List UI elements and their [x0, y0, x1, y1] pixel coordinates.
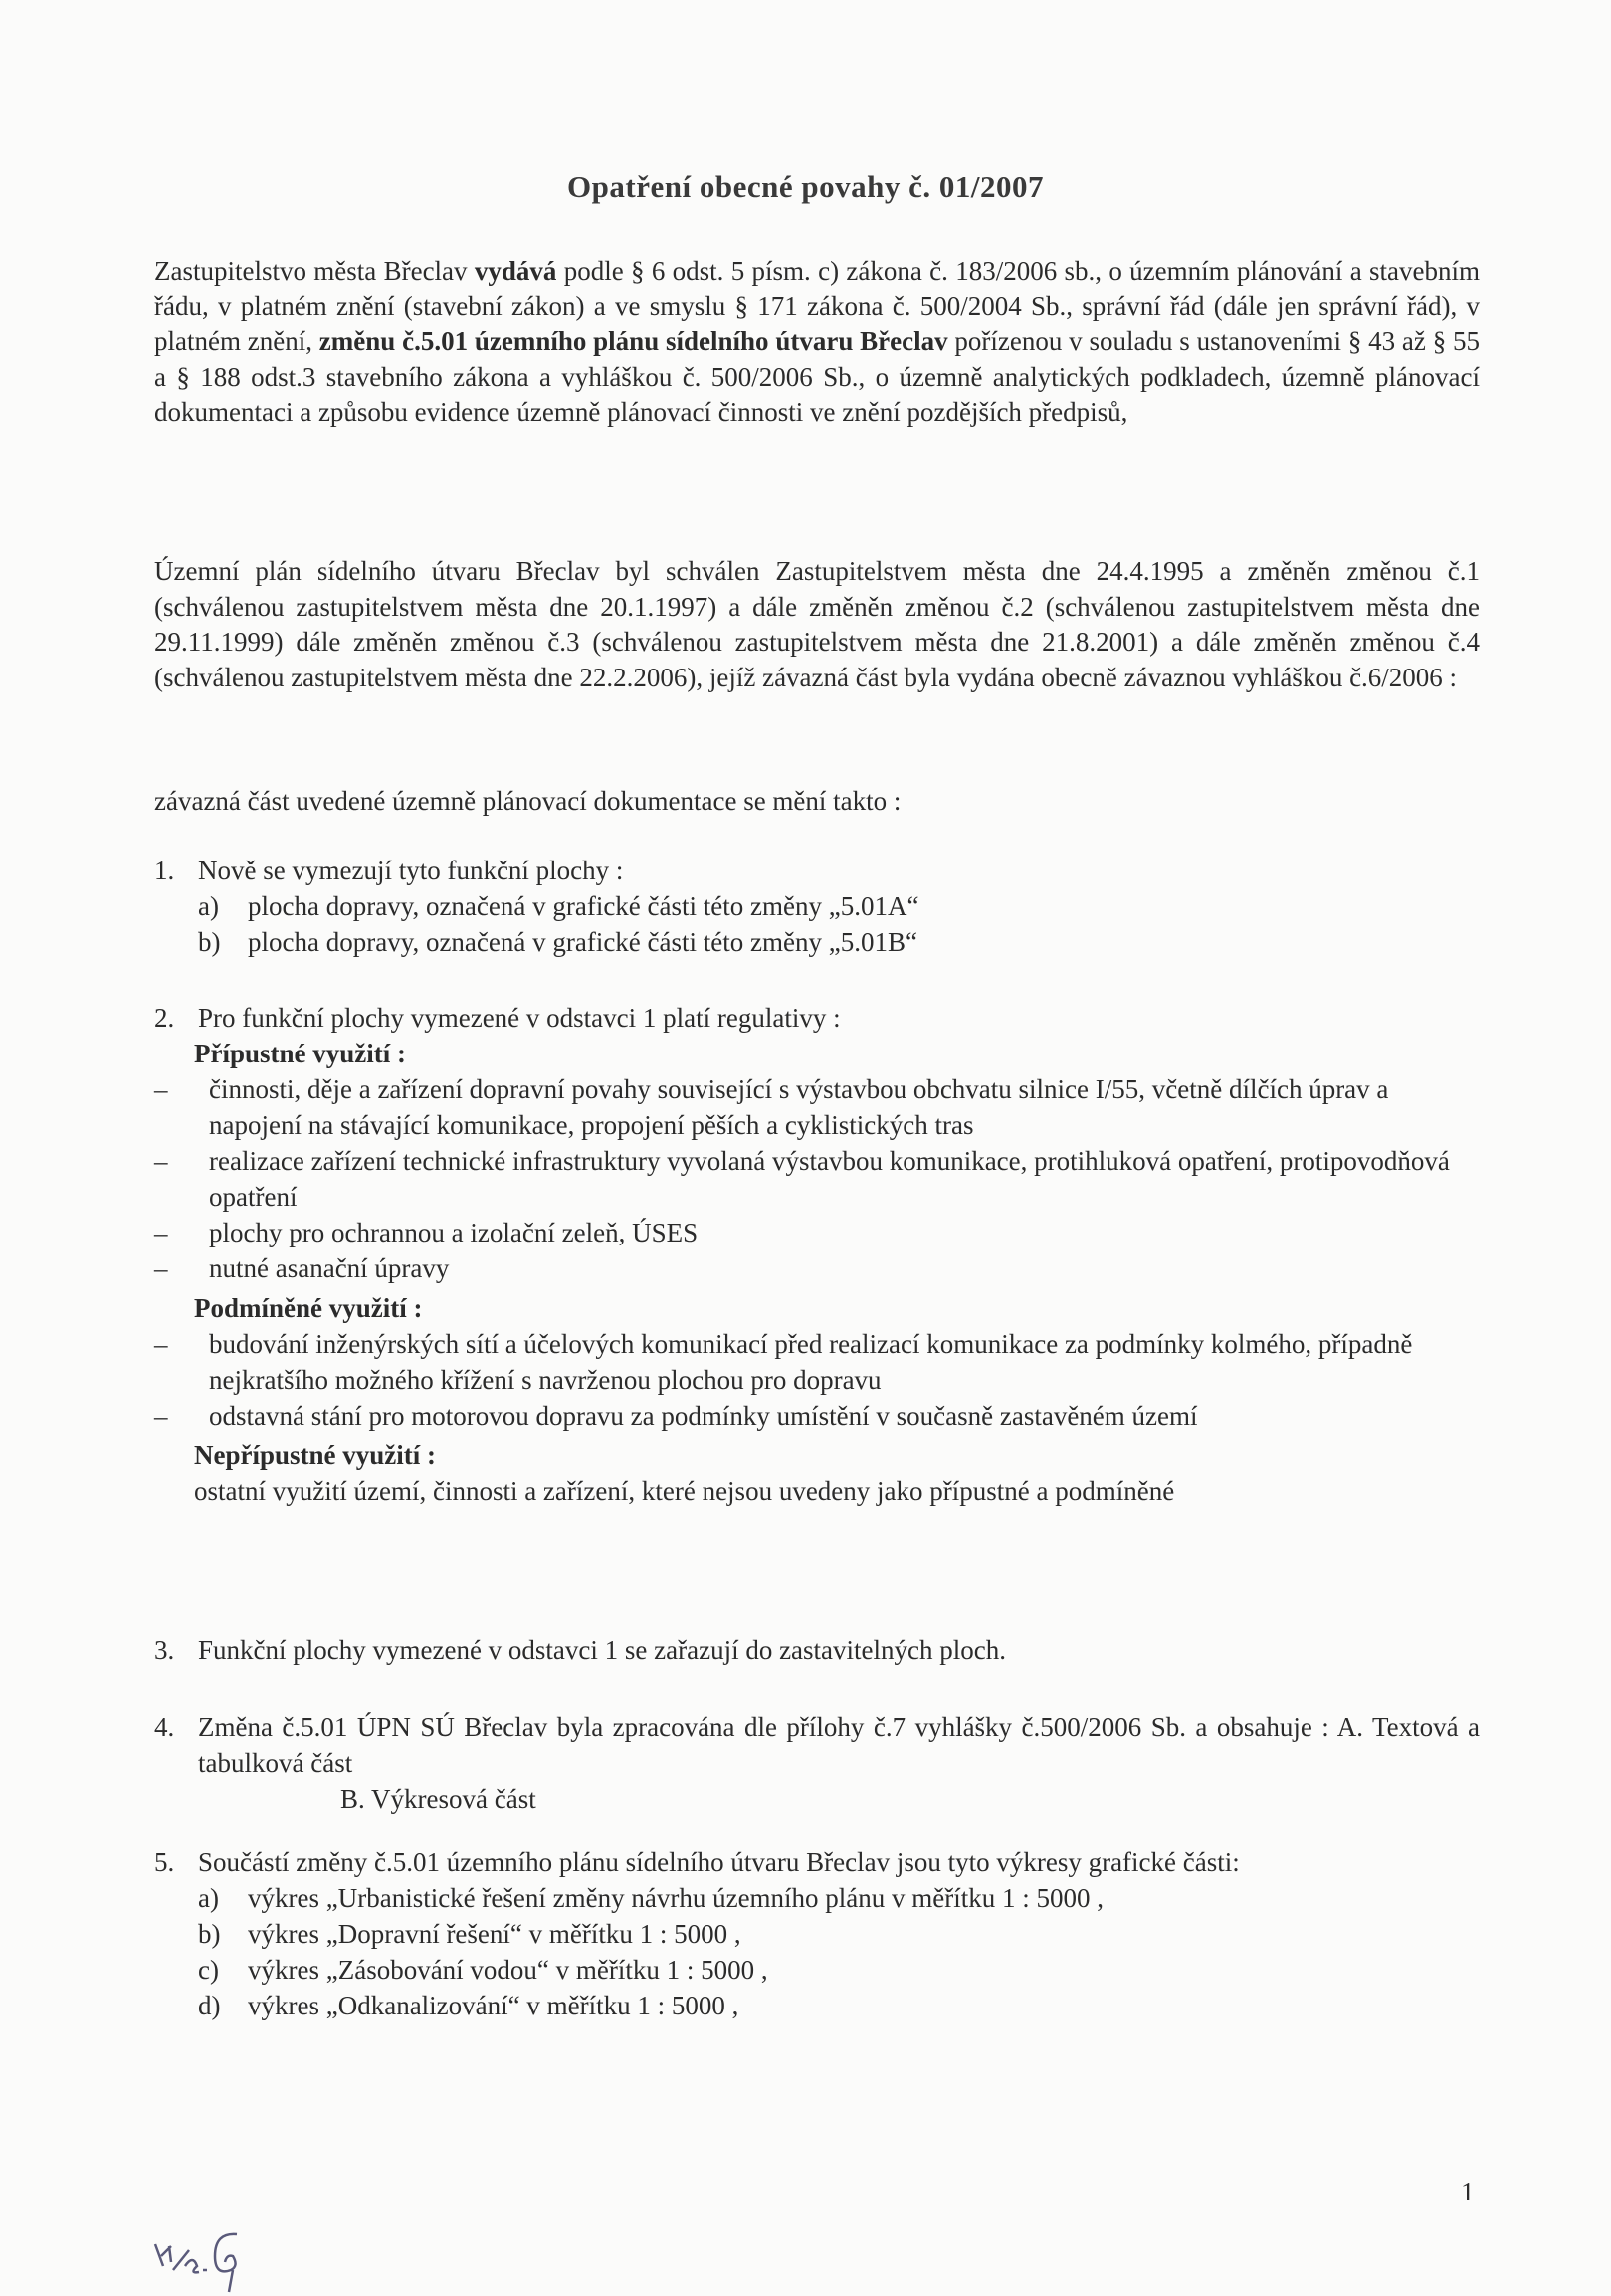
forbidden-heading: Nepřípustné využití :: [194, 1440, 436, 1470]
item-text: Funkční plochy vymezené v odstavci 1 se zařazují do zastavitelných ploch.: [198, 1635, 1006, 1665]
permitted-list-item: [154, 1250, 1480, 1286]
dash-mark: –: [154, 1074, 168, 1104]
sub-label: c): [198, 1955, 219, 1985]
permitted-text: realizace zařízení technické infrastruktury vyvolaná výstavbou komunikace, protihluková opatření, protipovodňová opatření: [209, 1146, 1450, 1212]
intro-text-2: podle § 6 odst. 5 písm. c) zákona č. 183/2006 sb., o územním plánování a stavebním řádu, v platném znění (stavební zákon) a ve smyslu § 171 zákona č. 500/2004 Sb., správní řád (dále jen správní řád), v platném znění,: [154, 256, 1480, 356]
sub-label: b): [198, 1919, 221, 1949]
item-text: Pro funkční plochy vymezené v odstavci 1 platí regulativy :: [198, 1003, 841, 1033]
permitted-text: nutné asanační úpravy: [209, 1253, 450, 1283]
dash-mark: –: [154, 1146, 168, 1176]
sub-label: a): [198, 891, 219, 921]
sub-text: výkres „Odkanalizování“ v měřítku 1 : 5000 ,: [248, 1991, 739, 2020]
sub-text: výkres „Dopravní řešení“ v měřítku 1 : 5000 ,: [248, 1919, 741, 1949]
sub-item: [198, 924, 1480, 960]
history-paragraph: Územní plán sídelního útvaru Břeclav byl schválen Zastupitelstvem města dne 24.4.1995 a změněn změnou č.1 (schválenou zastupitelstvem města dne 20.1.1997) a dále změněn změnou č.2 (schválenou zastupitelstvem města dne 29.11.1999) dále změněn změnou č.3 (schválenou zastupitelstvem města dne 21.8.2001) a dále změněn změnou č.4 (schválenou zastupitelstvem města dne 22.2.2006), jejíž závazná část byla vydána obecně závaznou vyhláškou č.6/2006 :: [154, 556, 1480, 692]
intro-text-1: Zastupitelstvo města Břeclav: [154, 256, 475, 286]
sub-text: výkres „Urbanistické řešení změny návrhu územního plánu v měřítku 1 : 5000 ,: [248, 1883, 1105, 1913]
permitted-list-item: [154, 1215, 1480, 1250]
sub-label: a): [198, 1883, 219, 1913]
intro-paragraph: [154, 254, 1480, 431]
dash-mark: –: [154, 1253, 168, 1283]
item-number: 5.: [154, 1847, 175, 1877]
conditional-heading: Podmíněné využití :: [194, 1293, 423, 1323]
intro-issues-bold: vydává: [474, 256, 557, 286]
item-number: 2.: [154, 1003, 175, 1033]
dash-mark: –: [154, 1401, 168, 1431]
item-text: Nově se vymezují tyto funkční plochy :: [198, 856, 624, 885]
sub-item: [198, 888, 1480, 924]
sub-label: b): [198, 927, 221, 957]
sub-text: výkres „Zásobování vodou“ v měřítku 1 : 5000 ,: [248, 1955, 768, 1985]
conditional-text: budování inženýrských sítí a účelových komunikací před realizací komunikace za podmínky kolmého, případně nejkratšího možného křížení s navrženou plochou pro dopravu: [209, 1329, 1413, 1395]
sub-text: plocha dopravy, označená v grafické části této změny „5.01B“: [248, 927, 917, 957]
item-number: 3.: [154, 1635, 175, 1665]
item-text: Součástí změny č.5.01 územního plánu sídelního útvaru Břeclav jsou tyto výkresy grafické části:: [198, 1847, 1240, 1877]
part-a: A. Textová a tabulková část: [198, 1712, 1480, 1778]
permitted-list-item: [154, 1143, 1480, 1215]
permitted-text: plochy pro ochrannou a izolační zeleň, ÚSES: [209, 1218, 699, 1247]
change-intro: závazná část uvedené územně plánovací dokumentace se mění takto :: [154, 786, 902, 816]
dash-mark: –: [154, 1329, 168, 1359]
permitted-heading: Přípustné využití :: [194, 1039, 406, 1068]
part-b: B. Výkresová část: [340, 1784, 536, 1814]
document-title: Opatření obecné povahy č. 01/2007: [567, 169, 1044, 204]
conditional-list-item: [154, 1398, 1480, 1434]
forbidden-text: ostatní využití území, činnosti a zařízení, které nejsou uvedeny jako přípustné a podmíněné: [194, 1476, 1175, 1506]
sub-label: d): [198, 1991, 221, 2020]
sub-item: [198, 1916, 1480, 1952]
sub-text: plocha dopravy, označená v grafické části této změny „5.01A“: [248, 891, 919, 921]
dash-mark: –: [154, 1218, 168, 1247]
item-text: Změna č.5.01 ÚPN SÚ Břeclav byla zpracována dle přílohy č.7 vyhlášky č.500/2006 Sb. a obsahuje :: [198, 1712, 1329, 1742]
item-number: 1.: [154, 856, 175, 885]
intro-change-bold: změnu č.5.01 územního plánu sídelního útvaru Břeclav: [318, 326, 948, 356]
item-number: 4.: [154, 1712, 175, 1742]
sub-item: [198, 1952, 1480, 1988]
conditional-text: odstavná stání pro motorovou dopravu za podmínky umístění v současně zastavěném území: [209, 1401, 1198, 1431]
permitted-list-item: [154, 1071, 1480, 1143]
handwritten-note: [149, 2226, 244, 2296]
page-number: 1: [1461, 2177, 1475, 2206]
intro-text-3: pořízenou v souladu s ustanoveními § 43 až § 55 a § 188 odst.3 stavebního zákona a vyhláškou č. 500/2006 Sb., o územně analytických podkladech, územně plánovací dokumentaci a způsobu evidence územně plánovací činnosti ve znění pozdějších předpisů,: [154, 326, 1480, 427]
conditional-list-item: [154, 1326, 1480, 1398]
permitted-text: činnosti, děje a zařízení dopravní povahy související s výstavbou obchvatu silnice I/55, včetně dílčích úprav a napojení na stávající komunikace, propojení pěších a cyklistických tras: [209, 1074, 1389, 1140]
sub-item: [198, 1988, 1480, 2023]
sub-item: [198, 1880, 1480, 1916]
